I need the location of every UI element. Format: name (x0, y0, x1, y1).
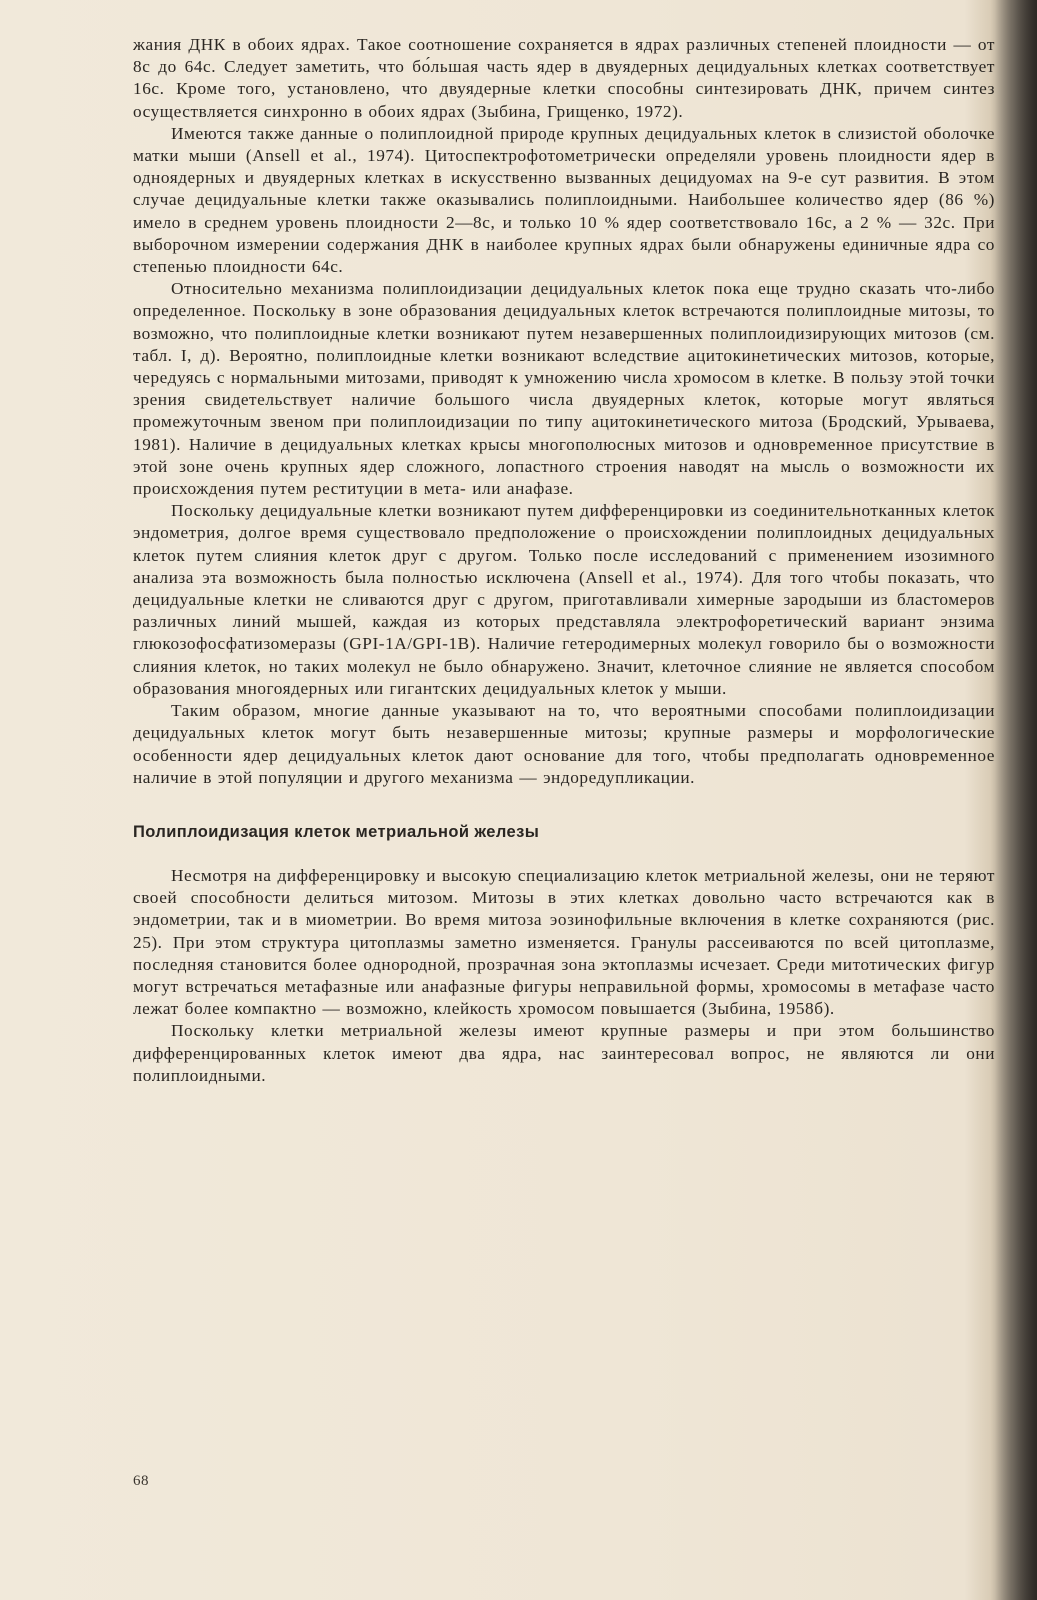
main-text-column (133, 34, 995, 1087)
paragraph-polyploidization-mechanism: Относительно механизма полиплоидизации децидуальных клеток пока еще трудно сказать что-либо определенное. Поскольку в зоне образования децидуальных клеток встречаются полиплоидные митозы, то возможно, что полиплоидные клетки возникают путем незавершенных полиплоидизирующих митозов (см. табл. I, д). Вероятно, полиплоидные клетки возникают вследствие ацитокинетических митозов, которые, чередуясь с нормальными митозами, приводят к умножению числа хромосом в клетке. В пользу этой точки зрения свидетельствует наличие большого числа двуядерных клеток, которые могут являться промежуточным звеном при полиплоидизации по типу ацитокинетического митоза (Бродский, Урываева, 1981). Наличие в децидуальных клетках крысы многополюсных митозов и одновременное присутствие в этой зоне очень крупных ядер сложного, лопастного строения наводят на мысль о возможности их происхождения путем реституции в мета- или анафазе. (133, 279, 995, 499)
paragraph-metrial-gland-mitosis: Несмотря на дифференцировку и высокую специализацию клеток метриальной железы, они не теряют своей способности делиться митозом. Митозы в этих клетках довольно часто встречаются как в эндометрии, так и в миометрии. Во время митоза эозинофильные включения в клетке сохраняются (рис. 25). При этом структура цитоплазмы заметно изменяется. Гранулы рассеиваются по всей цитоплазме, последняя становится более однородной, прозрачная зона эктоплазмы исчезает. Среди митотических фигур могут встречаться метафазные или анафазные фигуры неправильной формы, хромосомы в метафазе часто лежат более компактно — возможно, клейкость хромосом повышается (Зыбина, 1958б). (133, 865, 995, 1019)
paragraph-continued: жания ДНК в обоих ядрах. Такое соотношение сохраняется в ядрах различных степеней плоидности — от 8c до 64c. Следует заметить, что бо́льшая часть ядер в двуядерных децидуальных клетках соответствует 16c. Кроме того, установлено, что двуядерные клетки способны синтезировать ДНК, причем синтез осуществляется синхронно в обоих ядрах (Зыбина, Грищенко, 1972). (133, 35, 995, 121)
paragraph-metrial-gland-question: Поскольку клетки метриальной железы имеют крупные размеры и при этом большинство дифференцированных клеток имеют два ядра, нас заинтересовал вопрос, не являются ли они полиплоидными. (133, 1021, 995, 1085)
book-spine-shadow (995, 0, 1037, 1600)
paragraph-cell-fusion-hypothesis: Поскольку децидуальные клетки возникают путем дифференцировки из соединительнотканных клеток эндометрия, долгое время существовало предположение о происхождении полиплоидных децидуальных клеток путем слияния клеток друг с другом. Только после исследований с применением изозимного анализа эта возможность была полностью исключена (Ansell et al., 1974). Для того чтобы показать, что децидуальные клетки не сливаются друг с другом, приготавливали химерные зародыши из бластомеров различных линий мышей, каждая из которых представляла электрофоретический вариант энзима глюкозофосфатизомеразы (GPI-1A/GPI-1B). Наличие гетеродимерных молекул говорило бы о возможности слияния клеток, но таких молекул не было обнаружено. Значит, клеточное слияние не является способом образования многоядерных или гигантских децидуальных клеток у мыши. (133, 501, 995, 698)
section-heading: Полиплоидизация клеток метриальной железы (133, 822, 540, 841)
page-number: 68 (133, 1473, 149, 1489)
paragraph-conclusion: Таким образом, многие данные указывают на то, что вероятными способами полиплоидизации децидуальных клеток могут быть незавершенные митозы; крупные размеры и морфологические особенности ядер децидуальных клеток дают основание для того, чтобы предполагать одновременное наличие в этой популяции и другого механизма — эндоредупликации. (133, 701, 995, 787)
paragraph-mouse-decidual-polyploidy: Имеются также данные о полиплоидной природе крупных децидуальных клеток в слизистой оболочке матки мыши (Ansell et al., 1974). Цитоспектрофотометрически определяли уровень плоидности ядер в одноядерных и двуядерных клетках в искусственно вызванных децидуомах на 9-е сут развития. В этом случае децидуальные клетки также оказывались полиплоидными. Наибольшее количество ядер (86 %) имело в среднем уровень плоидности 2—8c, и только 10 % ядер соответствовало 16c, а 2 % — 32c. При выборочном измерении содержания ДНК в наиболее крупных ядрах были обнаружены единичные ядра со степенью плоидности 64c. (133, 123, 995, 277)
